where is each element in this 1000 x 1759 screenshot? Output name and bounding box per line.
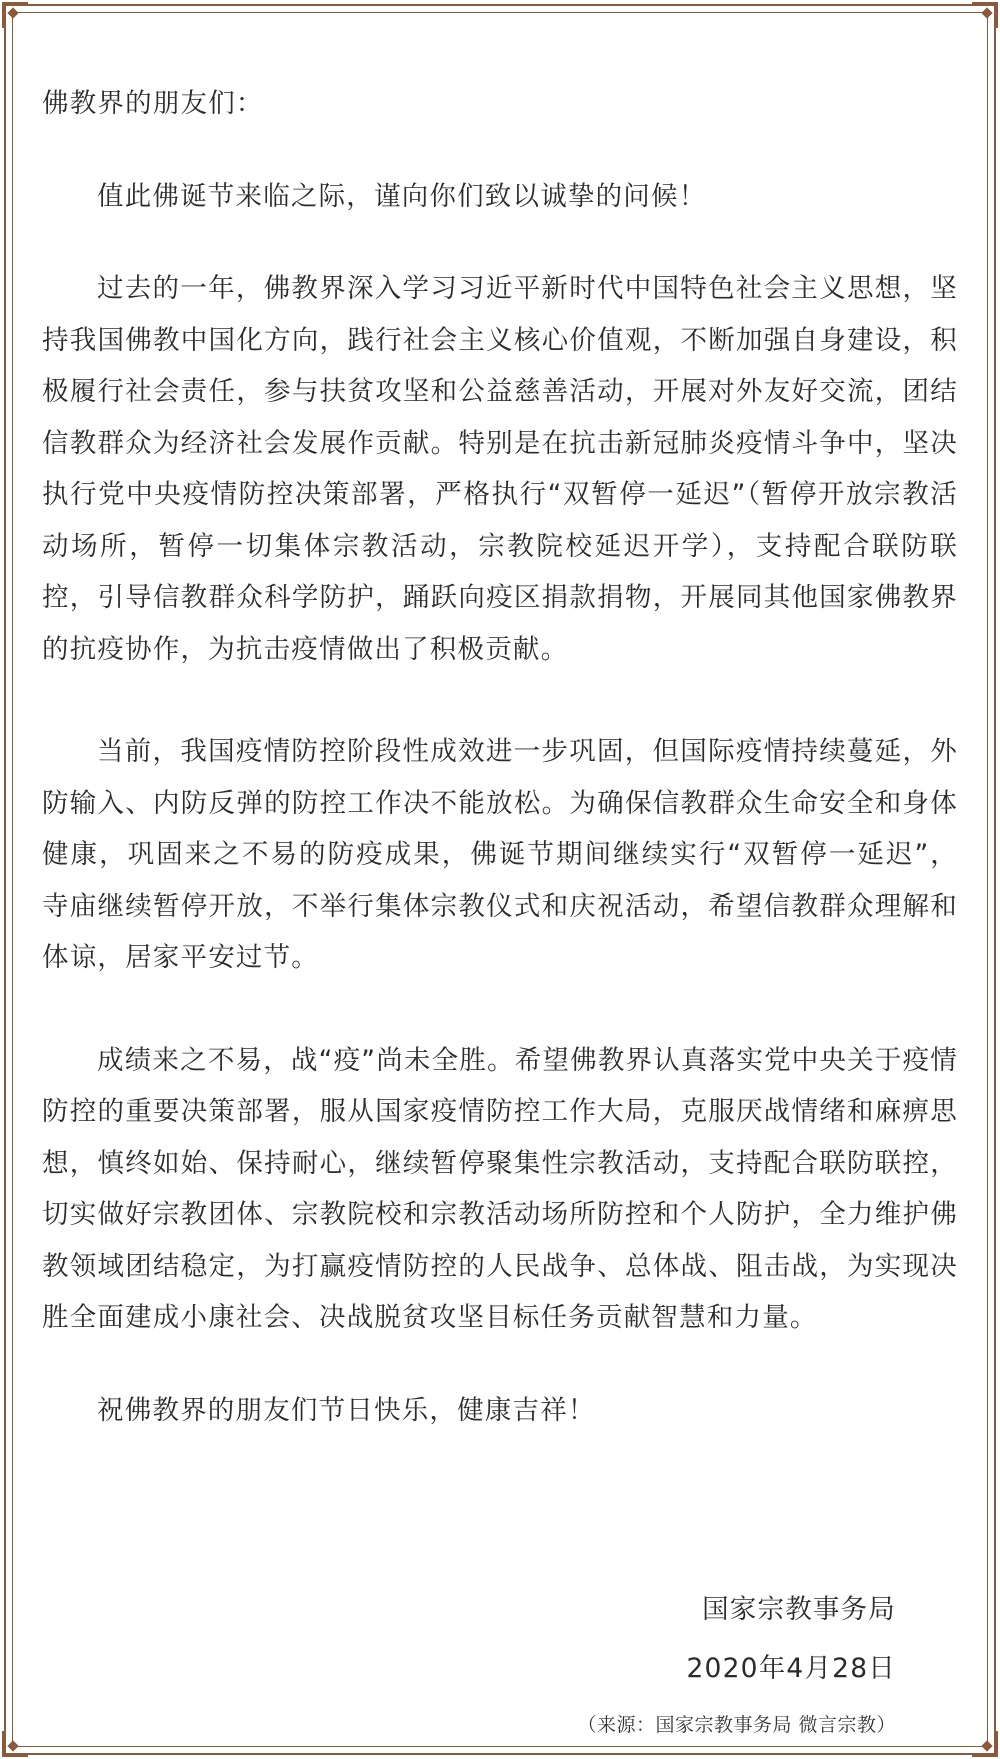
letter-salutation: 佛教界的朋友们： — [42, 88, 264, 119]
letter-paragraph-greeting: 值此佛诞节来临之际，谨向你们致以诚挚的问候！ — [97, 180, 707, 212]
source-attribution: （来源：国家宗教事务局 微言宗教） — [577, 1714, 896, 1736]
letter-paragraph-current: 当前，我国疫情防控阶段性成效进一步巩固，但国际疫情持续蔓延，外防输入、内防反弹的防控工作决不能放松。为确保信教群众生命安全和身体健康，巩固来之不易的防疫成果，佛诞节期间继续实行“双暂停一延迟”，寺庙继续暂停开放，不举行集体宗教仪式和庆祝活动，希望信教群众理解和体谅，居家平安过节。 — [42, 736, 958, 973]
letter-paragraph-past-year: 过去的一年，佛教界深入学习习近平新时代中国特色社会主义思想，坚持我国佛教中国化方向，践行社会主义核心价值观，不断加强自身建设，积极履行社会责任，参与扶贫攻坚和公益慈善活动，开展对外友好交流，团结信教群众为经济社会发展作贡献。特别是在抗击新冠肺炎疫情斗争中，坚决执行党中央疫情防控决策部署，严格执行“双暂停一延迟”（暂停开放宗教活动场所，暂停一切集体宗教活动，宗教院校延迟开学），支持配合联防联控，引导信教群众科学防护，踊跃向疫区捐款捐物，开展同其他国家佛教界的抗疫协作，为抗击疫情做出了积极贡献。 — [42, 273, 958, 665]
signature-organization: 国家宗教事务局 — [702, 1594, 896, 1625]
signature-date: 2020年4月28日 — [686, 1653, 896, 1684]
letter-closing: 祝佛教界的朋友们节日快乐，健康吉祥！ — [97, 1394, 596, 1426]
letter-body — [42, 78, 958, 1436]
letter-paragraph-hope: 成绩来之不易，战“疫”尚未全胜。希望佛教界认真落实党中央关于疫情防控的重要决策部署，服从国家疫情防控工作大局，克服厌战情绪和麻痹思想，慎终如始、保持耐心，继续暂停聚集性宗教活动，支持配合联防联控，切实做好宗教团体、宗教院校和宗教活动场所防控和个人防护，全力维护佛教领域团结稳定，为打赢疫情防控的人民战争、总体战、阻击战，为实现决胜全面建成小康社会、决战脱贫攻坚目标任务贡献智慧和力量。 — [42, 1044, 958, 1333]
